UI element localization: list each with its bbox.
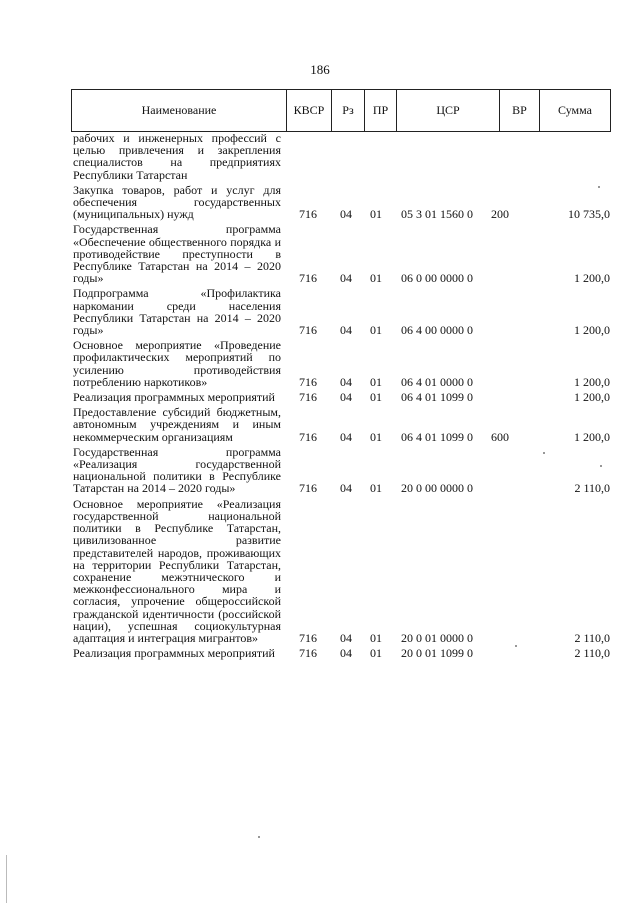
row-csr: 06 4 01 1099 0 (401, 390, 473, 405)
row-sum: 1 200,0 (574, 323, 610, 338)
row-csr: 06 4 00 0000 0 (401, 323, 473, 338)
row-kvsr: 716 (299, 390, 317, 405)
scan-speck (258, 836, 260, 838)
row-rz: 04 (340, 481, 352, 496)
table-row (71, 406, 611, 443)
page-number: 186 (310, 62, 330, 77)
row-kvsr: 716 (299, 646, 317, 661)
row-sum: 1 200,0 (574, 429, 610, 444)
scan-speck (515, 645, 517, 647)
row-pr: 01 (370, 323, 382, 338)
row-name: Реализация программных мероприятий (73, 646, 275, 661)
header-csr: ЦСР (397, 90, 500, 131)
scan-speck (543, 452, 545, 454)
header-vr: ВР (500, 90, 540, 131)
row-pr: 01 (370, 429, 382, 444)
scan-margin-mark (6, 855, 7, 903)
row-pr: 01 (370, 374, 382, 389)
row-name: Предоставление субсидий бюджетным, автономным учреждениям и иным некоммерческим организациям (73, 405, 281, 444)
scan-speck (598, 186, 600, 188)
row-csr: 20 0 01 0000 0 (401, 630, 473, 645)
row-kvsr: 716 (299, 630, 317, 645)
row-rz: 04 (340, 390, 352, 405)
row-name: Основное мероприятие «Проведение профилактических мероприятий по усилению противодействия потреблению наркотиков» (73, 338, 281, 389)
table-row (71, 132, 611, 181)
table-row (71, 498, 611, 644)
row-vr: 200 (491, 207, 509, 222)
budget-table (71, 89, 611, 659)
row-rz: 04 (340, 271, 352, 286)
row-pr: 01 (370, 390, 382, 405)
row-kvsr: 716 (299, 323, 317, 338)
row-kvsr: 716 (299, 207, 317, 222)
row-rz: 04 (340, 646, 352, 661)
row-name: Подпрограмма «Профилактика наркомании среди населения Республики Татарстан на 2014 – 2020 годы» (73, 286, 281, 338)
row-pr: 01 (370, 271, 382, 286)
row-pr: 01 (370, 630, 382, 645)
table-header (71, 89, 611, 132)
row-rz: 04 (340, 374, 352, 389)
header-rz: Рз (332, 90, 365, 131)
header-name: Наименование (72, 90, 287, 131)
row-sum: 2 110,0 (574, 646, 610, 661)
table-body (71, 132, 611, 659)
row-name: рабочих и инженерных профессий с целью привлечения и закрепления специалистов на предприятиях Республики Татарстан (73, 131, 281, 182)
row-kvsr: 716 (299, 271, 317, 286)
row-csr: 05 3 01 1560 0 (401, 207, 473, 222)
row-name: Основное мероприятие «Реализация государственной национальной политики в Республике Татарстан, цивилизованное развитие представителей народов, проживающих на территории Республики Татарстан, сохранение межэтнического и межконфессионального мира и согласия, упрочение общероссийской гражданской идентичности (российской нации), успешная социокультурная адаптация и интеграция мигрантов» (73, 496, 281, 645)
row-rz: 04 (340, 630, 352, 645)
row-name: Закупка товаров, работ и услуг для обеспечения государственных (муниципальных) нужд (73, 182, 281, 222)
row-sum: 1 200,0 (574, 374, 610, 389)
row-sum: 2 110,0 (574, 481, 610, 496)
row-sum: 2 110,0 (574, 630, 610, 645)
header-sum: Сумма (558, 103, 592, 117)
row-name: Государственная программа «Реализация государственной национальной политики в Республике Татарстан на 2014 – 2020 годы» (73, 444, 281, 496)
row-csr: 06 4 01 0000 0 (401, 374, 473, 389)
table-row (71, 647, 611, 659)
row-csr: 06 0 00 0000 0 (401, 271, 473, 286)
scan-speck (600, 465, 602, 467)
table-row (71, 184, 611, 221)
row-sum: 10 735,0 (568, 207, 610, 222)
row-rz: 04 (340, 207, 352, 222)
row-name: Государственная программа «Обеспечение общественного порядка и противодействие преступности в Республике Татарстан на 2014 – 2020 годы» (73, 222, 281, 286)
header-pr: ПР (365, 90, 397, 131)
row-name: Реализация программных мероприятий (73, 390, 275, 405)
row-rz: 04 (340, 429, 352, 444)
row-kvsr: 716 (299, 481, 317, 496)
row-csr: 20 0 00 0000 0 (401, 481, 473, 496)
table-row (71, 446, 611, 495)
header-kvsr: КВСР (287, 90, 332, 131)
row-csr: 20 0 01 1099 0 (401, 646, 473, 661)
row-pr: 01 (370, 481, 382, 496)
row-sum: 1 200,0 (574, 271, 610, 286)
table-row (71, 223, 611, 284)
row-pr: 01 (370, 207, 382, 222)
row-kvsr: 716 (299, 374, 317, 389)
row-pr: 01 (370, 646, 382, 661)
row-csr: 06 4 01 1099 0 (401, 429, 473, 444)
table-row (71, 391, 611, 403)
row-sum: 1 200,0 (574, 390, 610, 405)
row-vr: 600 (491, 429, 509, 444)
table-row (71, 287, 611, 336)
row-rz: 04 (340, 323, 352, 338)
table-row (71, 339, 611, 388)
row-kvsr: 716 (299, 429, 317, 444)
